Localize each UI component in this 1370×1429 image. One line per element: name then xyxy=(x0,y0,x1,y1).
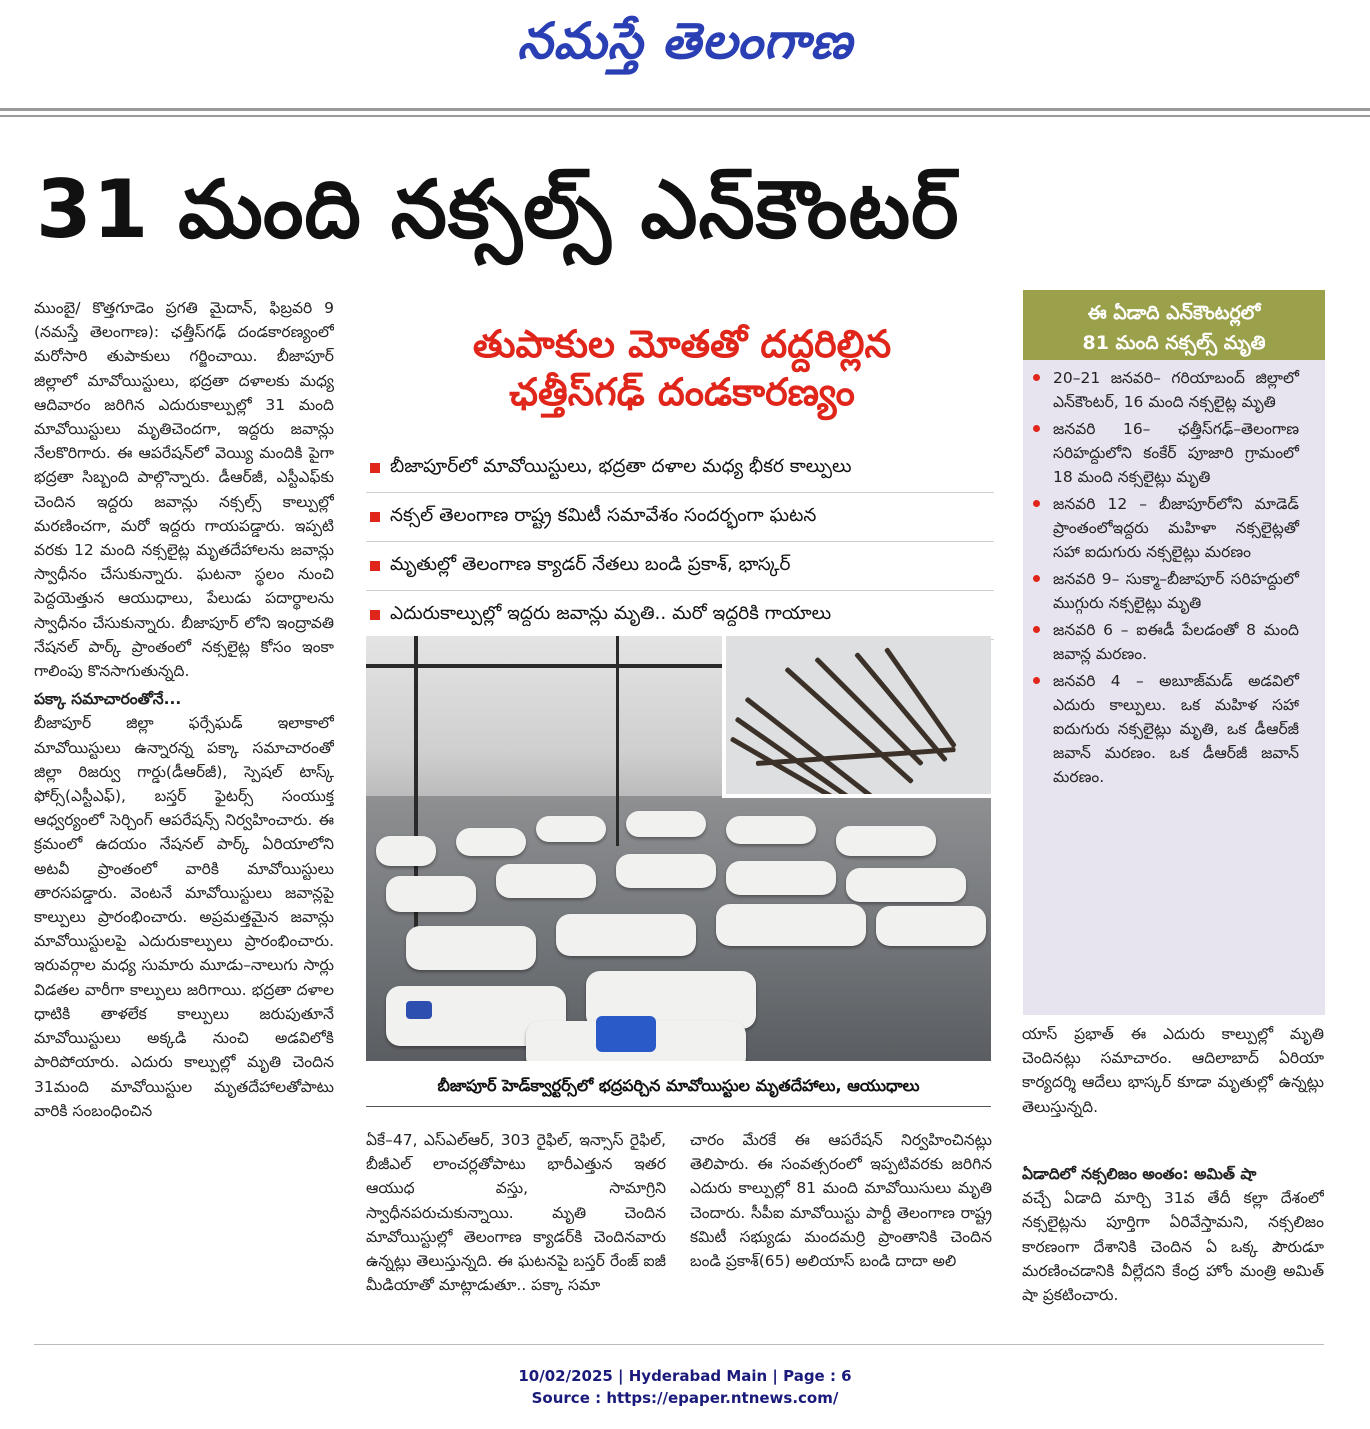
news-photo xyxy=(366,636,991,1061)
article-paragraph: చారం మేరకే ఈ ఆపరేషన్ నిర్వహించినట్లు తెలిపారు. ఈ సంవత్సరంలో ఇప్పటివరకు జరిగిన ఎదురు కాల్పుల్లో 81 మంది మావోయిసులు మృతి చెందారు. సీపీఐ మావోయిస్టు పార్టీ తెలంగాణ రాష్ట్ర కమిటీ సభ్యుడు మందమర్రి ప్రాంతానికి చెందిన బండి ప్రకాశ్(65) అలియాస్ బండి దాదా అలి xyxy=(690,1131,992,1271)
list-item: జనవరి 16– ఛత్తీస్‌గఢ్–తెలంగాణ సరిహద్దులోని కంకేర్ పూజారి గ్రామంలో 18 మంది నక్సలైట్లు మృతి xyxy=(1053,417,1299,489)
tent-pole xyxy=(366,664,722,668)
highlight-text: మృతుల్లో తెలంగాణ క్యాడర్ నేతలు బండి ప్రకాశ్, భాస్కర్ xyxy=(390,553,791,575)
main-headline: 31 మంది నక్సల్స్ ఎన్‌కౌంటర్ xyxy=(36,163,960,256)
article-paragraph: యాస్ ప్రభాత్ ఈ ఎదురు కాల్పుల్లో మృతి చెందినట్లు సమాచారం. ఆదిలాబాద్ ఏరియా కార్యదర్శి ఆదేలు భాస్కర్ కూడా మృతుల్లో ఉన్నట్లు తెలుస్తున్నది. xyxy=(1022,1025,1324,1116)
highlight-bullet xyxy=(366,493,994,542)
body-bag xyxy=(456,828,526,856)
bullet-square-icon xyxy=(370,561,380,571)
article-column-1 xyxy=(34,296,334,1336)
blue-bag xyxy=(596,1016,656,1052)
bullet-square-icon xyxy=(370,512,380,522)
encounters-sidebox xyxy=(1023,290,1325,1015)
article-paragraph: ఏకే–47, ఎస్ఎల్ఆర్, 303 రైఫిల్, ఇన్సాస్ రైఫిల్, బీజీఎల్ లాంచర్లతోపాటు భారీఎత్తున ఇతర ఆయుధ వస్తు, సామాగ్రిని స్వాధీనపరుచుకున్నాయి. మృతి చెందిన మావోయిస్టుల్లో తెలంగాణ క్యాడర్‌కి చెందినవారు ఉన్నట్లు తెలుస్తున్నది. ఈ ఘటనపై బస్తర్ రేంజ్ ఐజీ మీడియాతో మాట్లాడుతూ.. పక్కా సమా xyxy=(366,1131,666,1295)
bullet-square-icon xyxy=(370,610,380,620)
highlight-bullets xyxy=(366,444,994,640)
tent-pole xyxy=(616,636,619,846)
body-bag xyxy=(726,861,836,895)
list-item: జనవరి 6 – ఐఈడీ పేలడంతో 8 మంది జవాన్ల మరణం. xyxy=(1053,618,1299,666)
weapons-inset-photo xyxy=(722,636,991,798)
sidebox-title xyxy=(1023,290,1325,360)
body-bag xyxy=(876,906,986,946)
newspaper-logo: నమస్తే తెలంగాణ xyxy=(517,11,853,70)
encounters-list xyxy=(1023,360,1325,789)
article-paragraph: బీజాపూర్ జిల్లా ఫర్సేఘడ్ ఇలాకాలో మావోయిస్టులు ఉన్నారన్న పక్కా సమాచారంతో జిల్లా రిజర్వు గార్డు(డీఆర్‌జీ), స్పెషల్ టాస్క్ ఫోర్స్(ఎస్టీఎఫ్), బస్తర్ ఫైటర్స్ సంయుక్త ఆధ్వర్యంలో సెర్చింగ్ ఆపరేషన్స్ నిర్వహించారు. ఈ క్రమంలో ఉదయం నేషనల్ పార్క్ ఏరియాలోని అటవీ ప్రాంతంలో వారికి మావోయిస్టులు తారసపడ్డారు. వెంటనే మావోయిస్టులు జవాన్లపై కాల్పులు ప్రారంభించారు. అప్రమత్తమైన జవాన్లు మావోయిస్టులపై ఎదురుకాల్పులు ప్రారంభించారు. ఇరువర్గాల మధ్య సుమారు మూడు–నాలుగు సార్లు విడతల వారీగా కాల్పులు జరిగాయి. భద్రతా దళాల ధాటికి తాళలేక కాల్పులు జరుపుతూనే మావోయిస్టులు అక్కడి నుంచి అడవిలోకి పారిపోయారు. ఎదురు కాల్పుల్లో మృతి చెందిన 31మంది మావోయిస్టుల మృతదేహాలతోపాటు వారికి సంబంధించిన xyxy=(34,714,334,1120)
article-column-5 xyxy=(1022,1158,1324,1328)
article-column-3 xyxy=(690,1128,992,1328)
page-footer xyxy=(0,1365,1370,1409)
body-bag xyxy=(376,836,436,866)
body-bag xyxy=(496,864,596,898)
highlight-bullet xyxy=(366,444,994,493)
section-subhead: ఏడాదిలో నక్సలిజం అంతం: అమిత్ షా xyxy=(1022,1165,1257,1183)
highlight-bullet xyxy=(366,542,994,591)
bullet-square-icon xyxy=(370,463,380,473)
list-item: జనవరి 9– సుక్మా–బీజాపూర్ సరిహద్దులో ముగ్గురు నక్సలైట్లు మృతి xyxy=(1053,567,1299,615)
sidebox-title-line-1: ఈ ఏడాది ఎన్‌కౌంటర్లలో xyxy=(1087,302,1261,324)
body-bag xyxy=(406,926,536,970)
body-bag xyxy=(836,826,936,856)
body-bag xyxy=(716,904,866,946)
highlight-text: ఎదురుకాల్పుల్లో ఇద్దరు జవాన్లు మృతి.. మరో ఇద్దరికి గాయాలు xyxy=(390,602,832,624)
sidebox-title-line-2: 81 మంది నక్సల్స్ మృతి xyxy=(1082,332,1266,354)
highlight-bullet xyxy=(366,591,994,640)
list-item: జనవరి 12 – బీజాపూర్‌లోని మాడెడ్ ప్రాంతంలోఇద్దరు మహిళా నక్సలైట్లతో సహా ఐదుగురు నక్సలైట్లు మరణం xyxy=(1053,492,1299,564)
photo-caption: బీజాపూర్ హెడ్‌క్వార్టర్స్‌లో భద్రపర్చిన మావోయిస్టుల మృతదేహాలు, ఆయుధాలు xyxy=(366,1066,991,1107)
body-bag xyxy=(846,868,966,902)
sub-headline-line-2: ఛత్తీస్‌గఢ్ దండకారణ్యం xyxy=(509,370,855,414)
list-item: జనవరి 4 – అబూజ్‌మడ్ అడవిలో ఎదురు కాల్పులు. ఒక మహిళ సహా ఐదుగురు నక్సలైట్లు మృతి, ఒక డీఆర్‌జీ జవాన్ మరణం. ఒక డీఆర్‌జీ జవాన్ మరణం. xyxy=(1053,669,1299,789)
body-bag xyxy=(386,876,476,912)
body-bag xyxy=(536,816,606,842)
masthead-rule-secondary xyxy=(0,115,1370,117)
article-paragraph: వచ్చే ఏడాది మార్చి 31వ తేదీ కల్లా దేశంలో నక్సలైట్లను పూర్తిగా ఏరివేస్తామని, నక్సలిజం కారణంగా దేశానికి చెందిన ఏ ఒక్క పౌరుడూ మరణించడానికి వీల్లేదని కేంద్ర హోం మంత్రి అమిత్ షా ప్రకటించారు. xyxy=(1022,1189,1324,1305)
rifle xyxy=(730,736,862,798)
body-bag xyxy=(726,816,816,844)
sub-headline xyxy=(372,320,992,416)
edition-info: 10/02/2025 | Hyderabad Main | Page : 6 xyxy=(518,1367,852,1385)
highlight-text: నక్సల్ తెలంగాణ రాష్ట్ర కమిటీ సమావేశం సందర్భంగా ఘటన xyxy=(390,504,817,526)
article-paragraph: ముంబై/ కొత్తగూడెం ప్రగతి మైదాన్, ఫిబ్రవరి 9 (నమస్తే తెలంగాణ): ఛత్తీస్‌గఢ్ దండకారణ్యంలో మరోసారి తుపాకులు గర్జించాయి. బీజాపూర్ జిల్లాలో మావోయిస్టులు, భద్రతా దళాలకు మధ్య ఆదివారం జరిగిన ఎదురుకాల్పుల్లో 31 మంది మావోయిస్టులు మృతిచెందగా, ఇద్దరు జవాన్లు నేలకొరిగారు. ఈ ఆపరేషన్‌లో వెయ్యి మందికి పైగా భద్రతా సిబ్బంది పాల్గొన్నారు. డీఆర్‌జీ, ఎస్టీఎఫ్‌కు చెందిన ఇద్దరు జవాన్లు నక్సల్స్ కాల్పుల్లో మరణించగా, మరో ఇద్దరు గాయపడ్డారు. ఇప్పటి వరకు 12 మంది నక్సలైట్ల మృతదేహాలను జవాన్లు స్వాధీనం చేసుకున్నారు. ఘటనా స్థలం నుంచి పెద్దయెత్తున ఆయుధాలు, పేలుడు పదార్థాలను స్వాధీనం చేసుకున్నారు. బీజాపూర్ లోని ఇంద్రావతి నేషనల్ పార్క్ ప్రాంతంలో నక్సలైట్ల కోసం ఇంకా గాలింపు కొనసాగుతున్నది. xyxy=(34,299,334,681)
source-link[interactable]: Source : https://epaper.ntnews.com/ xyxy=(531,1389,839,1407)
masthead-rule xyxy=(0,108,1370,111)
body-bag xyxy=(616,854,716,888)
section-subhead: పక్కా సమాచారంతోనే... xyxy=(34,690,182,709)
article-column-2 xyxy=(366,1128,666,1328)
blue-bag xyxy=(406,1001,432,1019)
list-item: 20–21 జనవరి– గరియాబంద్ జిల్లాలో ఎన్‌కౌంటర్, 16 మంది నక్సలైట్ల మృతి xyxy=(1053,366,1299,414)
masthead xyxy=(0,0,1370,108)
body-bag xyxy=(556,914,696,956)
highlight-text: బీజాపూర్‌లో మావోయిస్టులు, భద్రతా దళాల మధ్య భీకర కాల్పులు xyxy=(390,455,852,477)
footer-rule xyxy=(34,1344,1324,1345)
body-bag xyxy=(626,811,706,837)
article-column-4 xyxy=(1022,1022,1324,1122)
sub-headline-line-1: తుపాకుల మోతతో దద్దరిల్లిన xyxy=(472,322,892,366)
